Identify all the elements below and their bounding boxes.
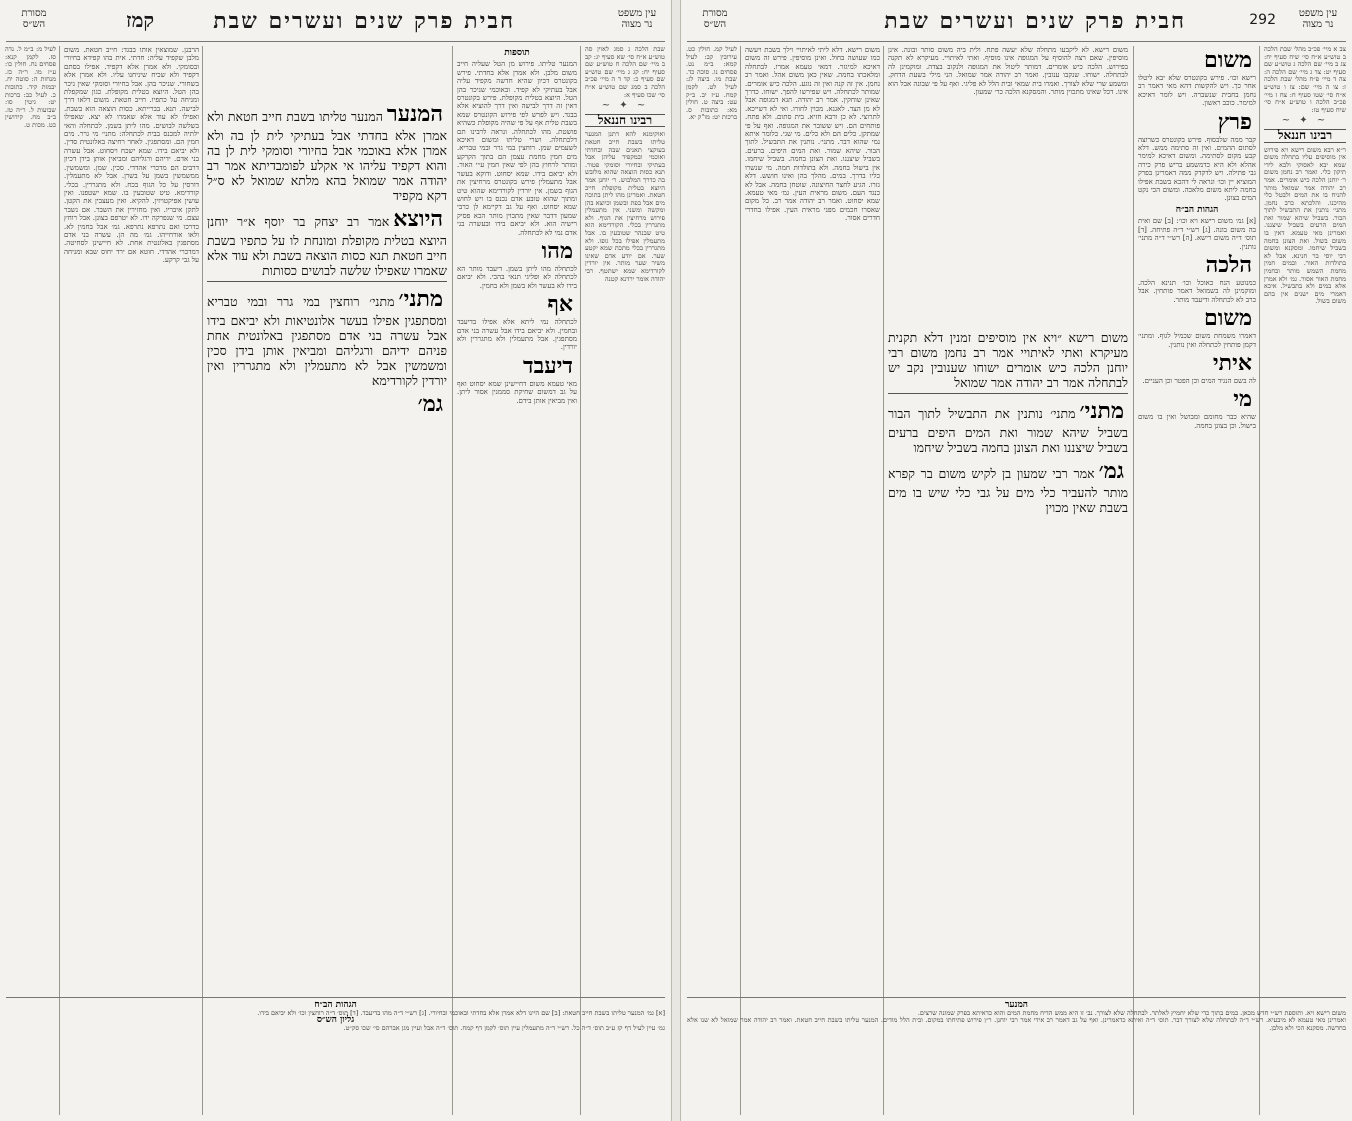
- right-page-header: [687, 6, 1346, 42]
- left-page-header: [6, 6, 665, 42]
- right-page-title: חבית פרק שנים ועשרים שבת: [884, 8, 1186, 34]
- right-page-rashi-column: משום רישא. דלא ליתי לאיתויי וילך בשבת ויעשה כמו שעושה בחול. ואינן מוסיפין. פירש זה משום דאיכא למיגזר. דמאי טעמא אמרו. לבתחלה ומלאכתו בחמה. שאין כאן משום אהל. ואמר רב נחמן. אין זה קנה ואין זה נוגע. הלכה כיש אומרים. שמותר לכתחלה. ויש שפירשו להפך. ישוחו. כדרך שאינן שוחקין. אמר רב יהודה. תגא דמגופה אבל לא מן הצד. לאגנא. מכוין לחורו. ואי לא דשייכא. לתרוצי. לא כן ורבא חזיא. בית סתום. ולא פתח. פותחים הם. ויש ששובר את המגופה. ואף על פי שמתקן. כלים הם ולא כלים. מי שגי. כלומר איתא נמי שהוא דבר. מתני׳. נותנין את התבשיל. לתוך הבור. שיהא שמור. ואת המים היפים. ברעים. בשביל שיצננו. ואת הצונן בחמה. בשביל שיחמו. אין בישול בחמה. ולא בתולדות חמה. מי שנשרו כליו בדרך. במים. מהלך בהן ואינו חושש. דלא גזרו. הגיע לחצר החיצונה. שוטחן בחמה. אבל לא כנגד העם. משום מראית העין. גמ׳ מאי טעמא. שמא יסחוט. ואמר רב יהודה אמר רב. כל מקום שאסרו חכמים מפני מראית העין. אפילו בחדרי חדרים אסור.: [745, 46, 880, 223]
- left-page-gemara-passage-1: המנער טליתו בשבת חייב חטאת ולא אמרן אלא בחדתי אבל בעתיקי לית לן בה ולא אמרן אלא באוכמי אבל בחיורי וסומקי לית לן בה והוא דקפיד עליהו אי אקלע לפומבדיתא אמר רב יהודה אמר שמואל בהא מלתא שמואל לא ס״ל דקא מקפיד: [207, 109, 447, 203]
- right-page-headword-6: מי: [1233, 386, 1252, 413]
- right-page-masoret-column: לעיל קמ. חולין כט. עירובין קב: לעיל קמא: ב״מ נט. פסחים נו. סוכה כד. שבת מו. ביצה לג: לעיל לט. לקמן קמח. ע״ז יב. ב״ק עט: ביצה ט. חולין מא: כתובות ס. ברכות יט: מו"ק יא.: [686, 46, 737, 122]
- right-page-tosafot-column: משום רישא וכו׳. פירש בקונטרס שלא יבא ליטלו אחר כך. ויש להקשות דהא מאי דאמר רב נחמן בחבית שנשברה. ויש לומר דאיכא למימר. כוכב ראשון. פרץ קבר ממה שלבסוף. פירש בקונטרס כשרוצה לסתום ההמים. ואין זה סתימה ממש. דלא קבע מקום לסתימה. ומשום דאיכא למימר אהלא ולא היא כדמשמע בריש פרק כירה גבי פתילה. ויש לדקדק ממה דאמרינן בפרק המוציא יין וכו׳ ונראה לי דהכא בשבת אפילו בחמה ליתא משום מלאכה. ומשום הכי נקט המים בצונן. הגהות הב״ח [א] גמ׳ משום רישא ויא וכו׳: [ב] שם ואית בה משום בונה. [ג] רש״י ד״ה פתיחה. [ד] תוס׳ ד״ה משום רישא. [ה] רש״י ד״ה מתני׳ נותנין. הלכה כמנוטע הנח כאוכל וכו׳ תנינא הלכה. ומוקמינן לה בשמואל דאמר פותחין. אבל כרב לא לכתחלה ודיעבד מותר. משום דאמרו משמחת משום שכמיל לגוף. ומתני׳ דקמן פותחין לכתחלה ואין נותנין. איתי לה בשם הנגיד המים וכן הפטר וכן העניים. מי שהיא כבר מחומם ומבושל ואין בו משום בישול. וכן בצונן בחמה.: [1138, 47, 1256, 430]
- left-page-headword-4: מהו: [541, 237, 573, 264]
- left-page-rashi-column: הרבנן. שמוצאין אותו בבגד: חייב חטאת. משום מלבן שקפיד עליה: חדתי. אית בהו קפידא בחיורי ובסומקי. ולא אמרן אלא דקפיד. אפילו בסתם דקפיד ולא שכיח שיניחנו עליו. ולא אמרן אלא בשחורי. שניכר בהן. אבל בחיורי וסומקי שאין ניכר בהן הטל. היוצא בטלית מקופלת. כגון שמקפלת ומניחה על כתפיו. חייב חטאת. משום דלאו דרך לבישה. תנא. בברייתא. כסות הוצאה הוא בשבת. ואפילו לא עוד אלא שאמרו לא יצא. שאפילו בשלשה לבושים. מהו ליתן בשמן. לכתחלה והאי ילתיה למכנס בבית לכתחלה: מתני׳ מי גרר. מים חמין הם. ומסתפגין. לאחר רחיצה באלונטית סדין. ולא יביאם בידו. שמא ישכח ויסחוט. אבל עשרה בני אדם. ידיהם ורגליהם ומביאין אותן בידן דכיון דרבים הם מדכרי אהדדי. סכין. שמן. ומשמשין. ממשמשין בשמן על בשרן. אבל לא מתעמלין. דורסין על כל הגוף בכח. ולא מתגררין. בכלי. קורדימא. טיט שטובעין בו. שמא ישטפנו. ואין עושין אפיקטויזין. להקיא. ואין מעצבין את הקטן. לתקן איבריו. ואין מחזירין את השבר. אם נשבר עצם. מי שנפרקה ידו. לא יטרפם בצונן. אבל רוחץ כדרכו ואם נתרפא נתרפא. גמ׳ אבל בחמין לא. ולאו אורחייהו. גמ׳ מה הן. עשרה בני אדם מסתפגין באלונטית אחת. לא חיישינן לסחיטה. דמדכרי אהדדי. חוטא אם ירד יחוס שבא ומניחה על גבי קרקע.: [64, 46, 199, 265]
- left-page-headword-2: היוצא: [393, 206, 443, 232]
- left-page-footer-notes: [א] גמ׳ המנער טליתו בשבת חייב חטאת: [ב] שם היינו דלא אמרן אלא בחדתי ובאוכמי ובחיורי. [ג] רש״י ד״ה מהו בדיעבד. [ד] תוס׳ ד״ה רוחצין וכו׳ ולא יביאם בידו.: [257, 1008, 665, 1017]
- left-page-rabbenu-label: רבינו חננאל: [585, 114, 665, 128]
- left-page-footer: הגהות הב״ח [א] גמ׳ המנער טליתו בשבת חייב חטאת: [ב] שם היינו דלא אמרן אלא בחדתי ובאוכמי ובחיורי. [ג] רש״י ד״ה מהו בדיעבד. [ד] תוס׳ ד״ה רוחצין וכו׳ ולא יביאם בידו. גליון הש״ס גמ׳ עיין לעיל דף קז ע״ב תוס׳ ד״ה כל. רש״י ד״ה מתעמלין עיין תוס׳ לקמן דף קמח. תוס׳ ד״ה אבל ועיין מגן אברהם סי׳ שכו סק״ט.: [6, 997, 665, 1115]
- right-page-headword-8: גמ׳: [1098, 458, 1124, 484]
- left-page-rabbenu-column: שבת הלכה ג סמג לאוין סה טוש״ע א״ח סי׳ שא סעיף יג: קב ב מיי׳ שם הלכה ח טוש״ע שם סעיף יח: קג ג מיי׳ שם טוש״ע שם סעיף כ: קד ד ה מיי׳ פכ״ב הלכה ב סמג שם טוש״ע א״ח סי׳ שכו סעיף א: ~ ✦ ~ רבינו חננאל ואוקימנא להא דתנן המנער טליתו בשבת חייב חטאת בעוקצי תאנים שבה ובחדתי ואוכמי ובמקפיד עליהן אבל בעתיקי ובחיורי וסומקי פטור. תנא כסות הוצאה שהוא מלובש בה כדרך המלבוש. ר׳ יוחנן אמר היוצא בטלית מקופלת חייב חטאת. ואמרינן מהו ליתן בתוכה מים אבל בפת ובשמן וכיוצא בהן ומקשה ומשני. אין מתעמלין פירוש מרחיצין את הגוף. ולא מתגררין בכלי. הקורדימא הוא טיט שבנהר שטובעין בו. אבל מתעמלין אפילו בכל גופו. ולא מתגררין בכלי מתכת שמא יקטע שער. אם יודע אדם שאינו משיר שער מותר. אין יורדין לקורדימא שמא ישתטף. רבי יהודה אומר ירדנא קטנה: [585, 46, 665, 283]
- right-page-headword-2: פרץ: [1217, 108, 1252, 135]
- left-page-footer-heading-2: גליון הש״ס: [316, 1015, 355, 1026]
- left-page-headword-7: מתני׳: [398, 286, 443, 312]
- right-page-headword-7: מתני׳: [1079, 398, 1124, 424]
- left-page-ein-mishpat-tag: עין משפט נר מצוה: [617, 8, 657, 30]
- left-page-headword-5: אף: [547, 291, 573, 318]
- right-page-rashi-top: משום רישא. לא ליקבעו מתחלה שלא יעשה פתח. ולית ביה משום סותר ובונה. אינן מוסיפין. שאם רצה להוסיף על המגופה אינו מוסיף. ואתי לאיתויי. מעיקרא לא תקנה בפירוש. הלכה כיש אומרים. דמותר ליטול את המגופה ולנקוב בצדה. ומוקמינן לה לבתחלה. ישוחו. שנקבו ענובין. ואמר רב יהודה אמר שמואל. הני מילי בשעת הדחק. ומשמע שרי שלא לצורך. ואמרו בית שמאי ובית הלל לא פליגי. ואף על פי שבונה אבל הוא אינו. דכל שאינו מתכוין מותר. והמסקנא הלכה כר׳ שמעון.: [888, 46, 1128, 97]
- right-page-number: 292: [1249, 12, 1276, 28]
- left-page-tosafot-label: תוספות: [504, 48, 530, 58]
- left-page-headword-6: דיעבד: [523, 352, 573, 379]
- left-page: [0, 0, 672, 1121]
- right-page-footer-heading: המנער: [1005, 1000, 1028, 1010]
- left-page-headword-1: המנער: [386, 101, 443, 127]
- left-page-headword-8: גמ׳: [417, 391, 443, 417]
- right-page-ein-mishpat-tag: עין משפט נר מצוה: [1298, 8, 1338, 30]
- left-page-number: קמז: [126, 8, 155, 32]
- left-page-gemara-passage-2: אמר רב יצחק בר יוסף א״ר יוחנן היוצא בטלית מקופלת ומונחת לו על כתפיו בשבת חייב חטאת תנא כסות הוצאה בשבת ולא עוד אלא שאמרו שאפילו שלשה לבושים כסותות: [207, 214, 447, 278]
- right-page-gemara-passage-2: אמר רבי שמעון בן לקיש משום בר קפרא מותר להעביר כלי מים על גבי כלי שיש בו מים בשבת שאין מכוין: [888, 466, 1128, 515]
- left-page-footer-heading: הגהות הב״ח: [314, 1000, 357, 1010]
- left-page-gemara-text: [207, 100, 447, 991]
- right-page-tosafot-label: הגהות הב״ח: [1175, 204, 1219, 215]
- right-page: [680, 0, 1352, 1121]
- left-page-title: חבית פרק שנים ועשרים שבת: [213, 8, 515, 34]
- left-page-mishnah-passage: מתני׳ רוחצין במי גרר ובמי טבריא ומסתפגין אפילו בעשר אלונטיאות ולא יביאם בידו אבל עשרה בני אדם מסתפגין באלונטית אחת פניהם ידיהם ורגליהם ומביאין אותן בידן סכין ומשמשין אבל לא מתעמלין ולא מתגררין ואין יורדין לקורדימא: [207, 294, 447, 388]
- right-page-footer-notes: משום רישא ויא. ותוספת רש״י חדש מכאן. במים בתוך כדי שלא יחמיץ לאלתר. לבתחלה שלא לצורך. נב׳ זו היא ממש הדיח מחמת המים והוא כדאיתא בפרק שמונה שרצים.: [917, 1008, 1346, 1017]
- right-page-masoret-tag: מסורת הש״ס: [702, 8, 728, 30]
- right-page-rabbenu-label: רבינו חננאל: [1264, 129, 1346, 143]
- right-page-gemara-passage-1: משום רישא ״ויא אין מוסיפים זמנין דלא תקנית מעיקרא ואתי לאיתויי אמר רב נחמן משום רבי יוחנן הלכה כיש אומרים ישוחו שענובין נקב יש לבתחלה אמר רב יהודה אמר שמואל: [888, 330, 1128, 390]
- left-page-masoret-column: לעיל מ: ב״מ ל. נדה סז. לקמן קנא: פסחים נח. חולין כו: ע״ז מו. ר״ה כז. מנחות ה: סוטה יח. יבמות קיד. כתובות כ. לעיל כב: ברכות יט: גיטין סו: שבועות ל. ר״ה טז. ב״ב מח. קידושין כט. מכות ט.: [5, 46, 56, 129]
- left-page-masoret-tag: מסורת הש״ס: [21, 8, 47, 30]
- right-page-headword-4: משום: [1204, 305, 1252, 332]
- right-page-headword-3: הלכה: [1205, 251, 1252, 278]
- right-page-headword-1: משום: [1204, 47, 1252, 73]
- right-page-headword-5: איתי: [1212, 349, 1252, 376]
- right-page-mishnah-passage: מתני׳ נותנין את התבשיל לתוך הבור בשביל שיהא שמור ואת המים היפים ברעים בשביל שיצננו ואת הצונן בחמה בשביל שיחמו: [888, 406, 1128, 455]
- left-page-tosafot-column: תוספות המנער טליתו. פירוש מן הטל שעליה חייב משום מלבן. ולא אמרן אלא בחדתי. פירש בקונטרס דכיון שהיא חדשה מקפיד עליה אבל בעתיקי לא קפיד. ובאוכמי שניכר בהן הטל. היוצא בטלית מקופלת. פירש בקונטרס דאין זה דרך לבישה ואין דרך להוציא אלא בבגד. ויש לפרש לפי פירוש הקונטרס שמא בשבת טלית אף על פי שהיה מקופלת כשהיא פושטת. מהו לכתחלה. ונראה לרבינו תם דלכתחלה. ושרי טליתו ומשום דאיכא לשעמים שמן. רוחצין במי גרר ובמי טבריא. מים חמין מחמת עצמן הם בתוך הקרקע ומותר לרחוץ בהן לפי שאין חמין ע״י האור. ולא יביאם בידו. שמא יסחוט. ודוקא בעשר אבל מתעמלין פירש בקונטרס מרחיצין את הגוף בשמן. אין יורדין לקורדימא שהוא טיט ומתוך שהוא טובע אדם נכנס בו ויש לחוש שמא יסחוט. ואף על גב דקיימא לן כרבי שמעון דדבר שאין מתכוין מותר הכא פסיק רישיה הוא. ולא יביאם בידו ובעשרה בני אדם נמי לא לכתחלה. מהו לכתחלה מהו ליתן בשמן. דיעבד מותר הא לכתחלה לא ופליגי תנאי בהכי. ולא יביאם בידו לא בעשר ולא בשמן ולא בחמין. אף לכתחלה נמי ליתא אלא אפילו בדיעבד ובחמין. ולא יביאם בידו אבל עשרה בני אדם מסתפגין. אבל מתעמלין ולא מתגררין ולא יורדין. דיעבד מאי טעמא משום דחיישינן שמא יסחוט ואף על גב דמשום שחיקת סממנין אסור ליתן. ואין מביאין אותן בידם.: [457, 48, 577, 405]
- right-page-footer: המנער משום רישא ויא. ותוספת רש״י חדש מכאן. במים בתוך כדי שלא יחמיץ לאלתר. לבתחלה שלא לצורך. נב׳ זו היא ממש הדיח מחמת המים והוא כדאיתא בפרק שמונה שרצים. ואמרינן מאי טעמא לא מיבעיא. רש״י ד״ה לבתחלה שלא לצורך דבר. תוס׳ ד״ה ואיתא כדאמרינן. ואף על גב דאמר רב אידי אמר רבי יוחנן. ר״ן פירוש פתיחתו במקום. ובית הלל מודים. המנער טליתו בשבת חייב חטאת. ואמר רב יהודה אמר שמואל לא שנו אלא בחדשה. מסקנא הכי ולא מלבן.: [687, 997, 1346, 1115]
- right-page-gemara-text: [888, 330, 1128, 991]
- right-page-ein-mishpat-column: צב א מיי׳ פכ״ב מהל׳ שבת הלכה ב טוש״ע א״ח סי׳ שיח סעיף יח: צג ב מיי׳ שם הלכה ג טוש״ע שם סעיף יט: צד ג מיי׳ שם הלכה ה: צה ד מיי׳ פ״ח מהל׳ שבת הלכה ז: צו ה מיי׳ שם: צז ו טוש״ע א״ח סי׳ שטו סעיף ח: צח ז מיי׳ פכ״ב הלכה ו טוש״ע א״ח סי׳ שיח סעיף טז: ~ ✦ ~ רבינו חננאל ר״א רבא משום רישא ויא פירוש אין מוסיפים עליו בתחלה משום שמא יבא לאסוקי ולבא לידי תיקון כלי. ואמר רב נחמן משום ר׳ יוחנן הלכה כיש אומרים. אמר רב יהודה אמר שמואל מותר להניח בו את המים ולבטל כלי מהיכנו. והלכתא כרב נחמן. מתני׳ נותנין את התבשיל לתוך הבור. בשביל שיהא שמור ואת המים הרעים בשביל שיצננו. ואמרינן מאי טעמא. דאין בו משום בשול. ואת הצונן בחמה בשביל שיחמו. ומסקנא ומשום רבי יוסי בר חנינא. אבל לא בתולדות האור. ובמים חמין מחמת השמש מותר ובחמין מחמת האור אסור. גמ׳ ולא אמרן אלא במים ולא בתבשיל. איכא דאמרי מים ישנים אין בהם משום בשול.: [1264, 46, 1346, 306]
